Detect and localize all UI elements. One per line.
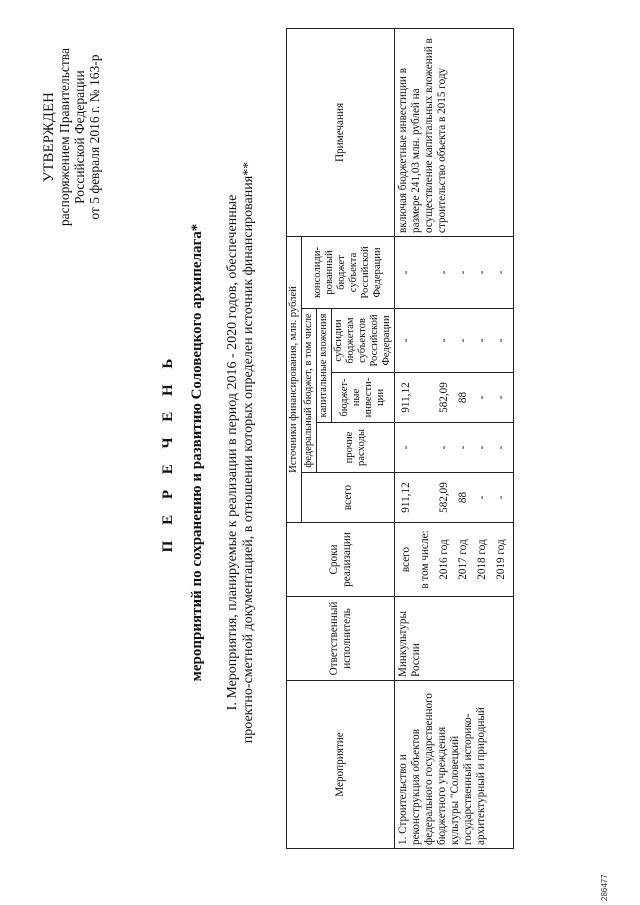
other-value: - [457, 445, 469, 450]
other-value: - [476, 445, 488, 450]
cell-investments [395, 373, 514, 423]
cell-total [395, 473, 514, 523]
header-subsidies: субсидии бюджетам субъектов Российской Федерации [332, 309, 395, 373]
approval-stamp [42, 48, 102, 226]
period-item: 2018 год [476, 539, 488, 580]
period-item: 2016 год [438, 539, 450, 580]
section-heading-line-1: I. Мероприятия, планируемые к реализации в период 2016 - 2020 годов, обеспеченные [225, 194, 240, 711]
header-notes: Примечания [287, 28, 395, 236]
total-value: 88 [457, 491, 469, 504]
document-title [160, 0, 206, 905]
investments-value [416, 376, 435, 419]
consolidated-value [416, 240, 435, 305]
total-value: - [476, 495, 488, 500]
total-value [416, 476, 435, 519]
investments-value: 88 [457, 391, 469, 404]
other-value [416, 426, 435, 469]
document-number: 286477 [600, 874, 609, 901]
title-perechen: П Е Р Е Ч Е Н Ь [160, 352, 176, 553]
other-value: - [438, 445, 450, 450]
header-sources: Источники финансирования, млн. рублей [287, 236, 302, 522]
period-item: в том числе: [419, 530, 431, 589]
investments-value: 911,12 [400, 382, 412, 413]
header-capital: капитальные вложения [317, 309, 332, 423]
approval-line-1: распоряжением Правительства [57, 48, 72, 227]
cell-notes: включая бюджетные инвестиции в размере 241,03 млн. рублей на осуществление капитальных вложений в строительство объекта в 2015 году [395, 28, 514, 236]
subsidies-value: - [457, 338, 469, 343]
header-other: прочие расходы [317, 423, 395, 473]
cell-periods [395, 523, 514, 597]
subsidies-value [416, 312, 435, 369]
period-item: 2017 год [457, 539, 469, 580]
subsidies-value: - [400, 338, 412, 343]
subsidies-value: - [438, 338, 450, 343]
approval-line-2: Российской Федерации [72, 70, 87, 204]
approval-head: УТВЕРЖДЕН [41, 92, 57, 183]
subsidies-value: - [476, 338, 488, 343]
header-total: всего [302, 473, 395, 523]
period-item: всего [400, 546, 412, 573]
cell-measure: 1. Строительство и реконструкция объектов федерального государственного бюджетного учреждения культуры "Соловецкий государственный историко-архитектурный и природный [395, 681, 514, 849]
total-value: 582,09 [438, 482, 450, 513]
consolidated-value: - [400, 270, 412, 275]
section-heading-line-2: проектно-сметной документацией, в отношении которых определен источник финансирования** [240, 161, 256, 744]
period-item: 2019 год [495, 539, 507, 580]
subsidies-value: - [495, 338, 507, 343]
other-value: - [400, 445, 412, 450]
cell-other [395, 423, 514, 473]
cell-subsidies [395, 309, 514, 373]
consolidated-value: - [438, 270, 450, 275]
other-value: - [495, 445, 507, 450]
cell-executor: Минкультуры России [395, 597, 514, 681]
header-investments: бюджет-ные инвести-ции [332, 373, 395, 423]
consolidated-value: - [476, 270, 488, 275]
table-row [395, 28, 514, 848]
header-measure: Мероприятие [287, 681, 395, 849]
total-value: - [495, 495, 507, 500]
consolidated-value: - [495, 270, 507, 275]
measures-table [286, 28, 514, 849]
header-consolidated: консолиди-рованный бюджет субъекта Российской Федерации [302, 236, 395, 308]
header-period: Сроки реализации [287, 523, 395, 597]
investments-value: 582,09 [438, 382, 450, 413]
title-subtitle: мероприятий по сохранению и развитию Соловецкого архипелага* [189, 223, 205, 682]
investments-value: - [495, 395, 507, 400]
cell-consolidated [395, 236, 514, 308]
approval-line-3: от 5 февраля 2016 г. № 163-р [87, 54, 102, 220]
investments-value: - [476, 395, 488, 400]
total-value: 911,12 [400, 482, 412, 513]
header-executor: Ответственный исполнитель [287, 597, 395, 681]
header-federal: федеральный бюджет, в том числе [302, 309, 317, 473]
consolidated-value: - [457, 270, 469, 275]
section-heading [225, 60, 256, 845]
